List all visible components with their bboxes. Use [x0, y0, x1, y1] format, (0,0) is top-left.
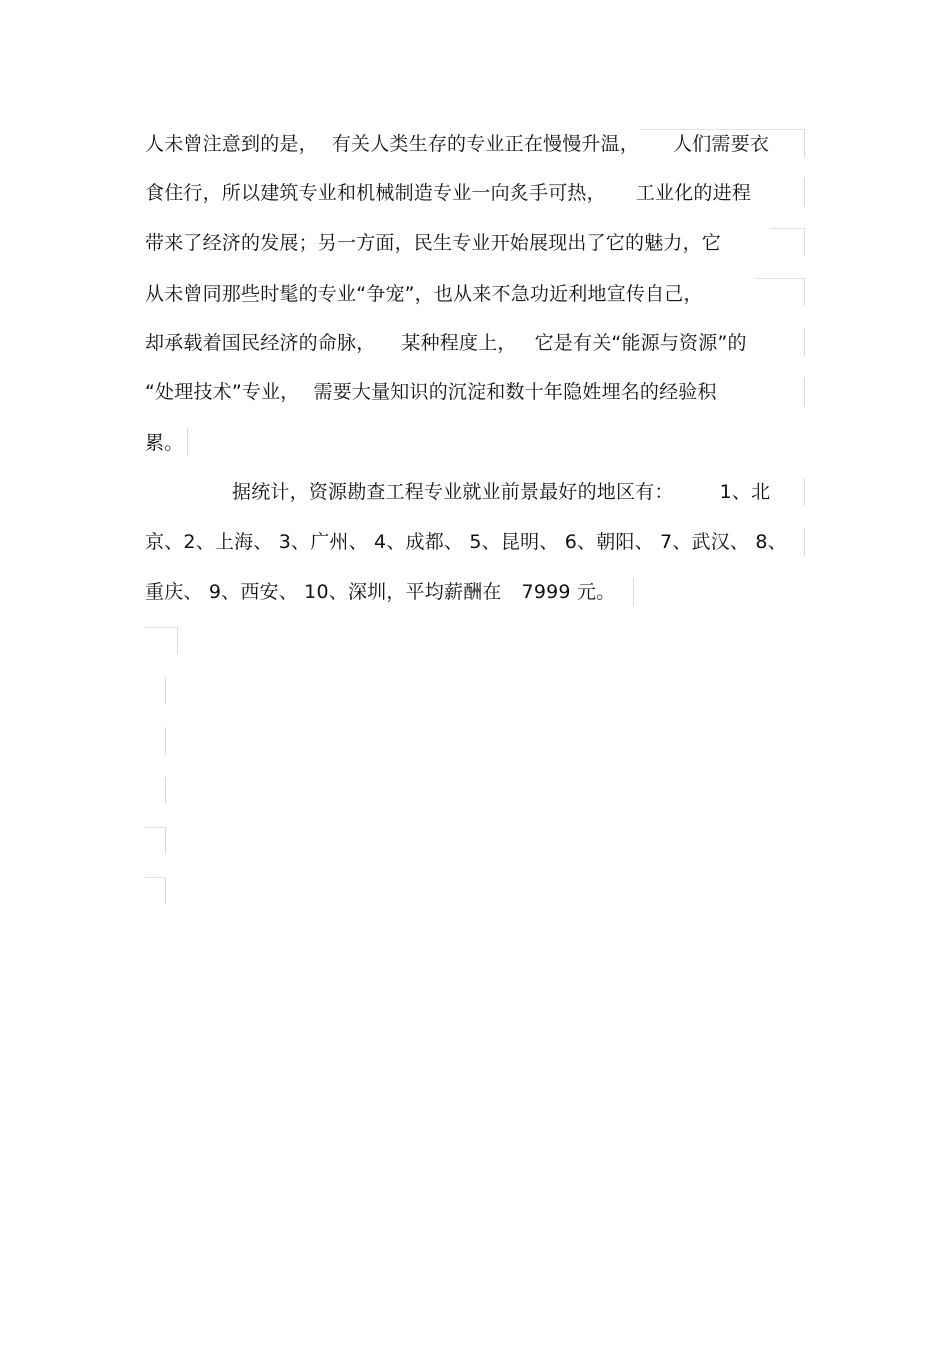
text-segment: 带来了经济的发展；另一方面，民生专业开始展现出了它的魅力，它 — [145, 232, 722, 254]
cell-border — [187, 428, 188, 456]
cell-border — [755, 278, 805, 279]
cell-border — [145, 627, 177, 628]
text-segment: 据统计，资源勘查工程专业就业前景最好的地区有： — [232, 481, 674, 503]
cell-border — [640, 129, 805, 130]
cell-border — [804, 478, 805, 506]
cell-border — [804, 129, 805, 157]
text-segment: 1、北 — [719, 481, 771, 503]
cell-border — [770, 228, 805, 229]
cell-border — [165, 727, 166, 754]
text-line — [145, 131, 769, 157]
cell-border — [804, 528, 805, 556]
text-segment: 人未曾注意到的是， — [145, 133, 318, 155]
text-segment: 从未曾同那些时髦的专业“争宠”，也从来不急功近利地宣传自己， — [145, 283, 703, 305]
cell-border — [165, 827, 166, 854]
text-line — [232, 479, 770, 505]
cell-border — [165, 777, 166, 804]
text-segment: 食住行，所以建筑专业和机械制造专业一向炙手可热， — [145, 182, 606, 204]
text-segment: “处理技术”专业， — [145, 381, 300, 403]
cell-border — [165, 877, 166, 904]
text-segment: 人们需要衣 — [673, 133, 770, 155]
text-line — [145, 430, 183, 456]
text-line — [145, 379, 717, 405]
text-segment: 7999 元。 — [521, 581, 616, 603]
text-line — [145, 180, 751, 206]
text-line — [145, 529, 787, 555]
text-line — [145, 579, 615, 605]
text-segment: 有关人类生存的专业正在慢慢升温， — [331, 133, 640, 155]
text-line — [145, 230, 721, 256]
cell-border — [804, 378, 805, 406]
text-segment: 累。 — [145, 432, 184, 454]
text-segment: 却承载着国民经济的命脉， — [145, 332, 376, 354]
cell-border — [165, 677, 166, 704]
cell-border — [804, 278, 805, 306]
text-segment: 它是有关“能源与资源”的 — [534, 332, 747, 354]
text-segment: 工业化的进程 — [635, 182, 752, 204]
cell-border — [145, 877, 165, 878]
cell-border — [633, 578, 634, 606]
cell-border — [804, 328, 805, 356]
text-line — [145, 281, 703, 307]
text-segment: 某种程度上， — [401, 332, 517, 354]
text-line — [145, 330, 747, 356]
text-segment: 京、2、上海、 3、广州、 4、成都、 5、昆明、 6、朝阳、 7、武汉、 8、 — [145, 531, 787, 553]
text-segment: 需要大量知识的沉淀和数十年隐姓埋名的经验积 — [313, 381, 717, 403]
cell-border — [145, 827, 165, 828]
text-segment: 重庆、 9、西安、 10、深圳，平均薪酬在 — [145, 581, 502, 603]
cell-border — [804, 178, 805, 206]
cell-border — [804, 228, 805, 256]
cell-border — [177, 627, 178, 654]
